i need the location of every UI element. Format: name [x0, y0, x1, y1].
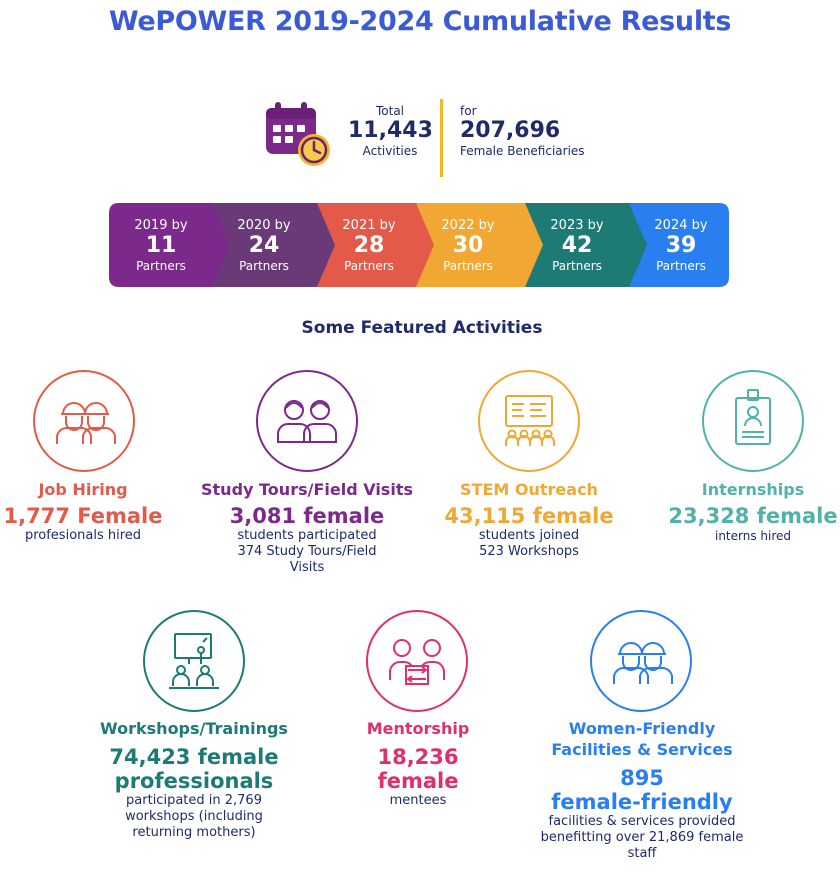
featured-activities-heading: Some Featured Activities	[301, 318, 543, 338]
study-tours-desc-3: Visits	[289, 560, 325, 575]
timeline-segment-2020	[212, 203, 316, 287]
activities-summary	[348, 104, 432, 158]
segment-label: Partners	[443, 258, 493, 273]
segment-label: Partners	[136, 258, 186, 273]
segment-year: 2021 by	[342, 217, 396, 233]
workshops-desc-3: returning mothers)	[132, 825, 256, 840]
internships-title: Internships	[701, 480, 805, 499]
study-tours-value: 3,081 female	[229, 504, 385, 528]
for-label: for	[460, 104, 477, 118]
stem-title: STEM Outreach	[460, 480, 598, 499]
timeline-segment-2022	[416, 203, 520, 287]
workshops-trainings-icon	[143, 610, 245, 712]
workshops-value-2: professionals	[114, 769, 274, 793]
segment-label: Partners	[552, 258, 602, 273]
segment-count: 30	[452, 232, 484, 258]
facilities-value-1: 895	[620, 766, 664, 790]
facilities-title-2: Facilities & Services	[551, 740, 733, 759]
timeline-segment-2021	[317, 203, 421, 287]
mentorship-value-1: 18,236	[377, 745, 459, 769]
internships-desc: interns hired	[714, 529, 792, 543]
workshops-title: Workshops/Trainings	[100, 719, 288, 738]
segment-count: 42	[561, 232, 593, 258]
study-tours-icon	[256, 370, 358, 472]
job-hiring-title: Job Hiring	[38, 480, 128, 499]
segment-label: Partners	[239, 258, 289, 273]
facilities-desc-2: benefitting over 21,869 female	[540, 830, 744, 845]
facilities-title-1: Women-Friendly	[568, 719, 716, 738]
women-friendly-facilities-icon	[590, 610, 692, 712]
summary-divider	[440, 99, 443, 177]
job-hiring-icon	[33, 370, 135, 472]
internships-block	[660, 479, 840, 544]
facilities-desc-1: facilities & services provided	[548, 814, 736, 829]
study-tours-title: Study Tours/Field Visits	[201, 480, 413, 499]
stem-outreach-icon	[478, 370, 580, 472]
stem-desc-2: 523 Workshops	[479, 544, 579, 559]
segment-label: Partners	[344, 258, 394, 273]
mentorship-title: Mentorship	[366, 719, 470, 738]
job-hiring-value: 1,777 Female	[3, 504, 163, 528]
internships-id-badge-icon	[702, 370, 804, 472]
workshops-value-1: 74,423 female	[109, 745, 279, 769]
mentorship-desc: mentees	[389, 793, 447, 808]
segment-year: 2020 by	[237, 217, 291, 233]
segment-label: Partners	[656, 258, 706, 273]
facilities-desc-3: staff	[627, 846, 657, 861]
study-tours-desc-1: students participated	[237, 528, 377, 543]
mentorship-icon	[366, 610, 468, 712]
job-hiring-block	[0, 479, 166, 544]
timeline-segment-2024	[629, 203, 733, 287]
beneficiaries-label: Female Beneficiaries	[460, 144, 585, 158]
segment-year: 2019 by	[134, 217, 188, 233]
segment-year: 2024 by	[654, 217, 708, 233]
segment-count: 11	[145, 232, 177, 258]
segment-year: 2022 by	[441, 217, 495, 233]
beneficiaries-summary	[460, 104, 585, 158]
segment-count: 39	[665, 232, 697, 258]
activities-label: Activities	[362, 144, 418, 158]
study-tours-desc-2: 374 Study Tours/Field	[237, 544, 377, 559]
calendar-clock-icon	[262, 98, 334, 170]
activities-value: 11,443	[348, 118, 433, 143]
partners-timeline	[109, 203, 729, 287]
segment-count: 24	[248, 232, 280, 258]
internships-value: 23,328 female	[668, 504, 838, 528]
workshops-desc-1: participated in 2,769	[126, 793, 262, 808]
job-hiring-desc: profesionals hired	[24, 528, 142, 543]
segment-year: 2023 by	[550, 217, 604, 233]
beneficiaries-value: 207,696	[460, 118, 561, 143]
stem-desc-1: students joined	[478, 528, 580, 543]
mentorship-value-2: female	[377, 769, 459, 793]
total-label: Total	[375, 104, 405, 118]
timeline-segment-2019	[109, 203, 213, 287]
page-title: WePOWER 2019-2024 Cumulative Results	[108, 6, 732, 37]
stem-value: 43,115 female	[444, 504, 614, 528]
facilities-value-2: female-friendly	[551, 790, 733, 814]
mentorship-block	[340, 718, 496, 809]
timeline-segment-2023	[525, 203, 629, 287]
stem-block	[434, 479, 624, 560]
facilities-block	[520, 718, 764, 862]
study-tours-block	[196, 479, 418, 576]
workshops-desc-2: workshops (including	[125, 809, 263, 824]
segment-count: 28	[353, 232, 385, 258]
workshops-block	[86, 718, 302, 841]
